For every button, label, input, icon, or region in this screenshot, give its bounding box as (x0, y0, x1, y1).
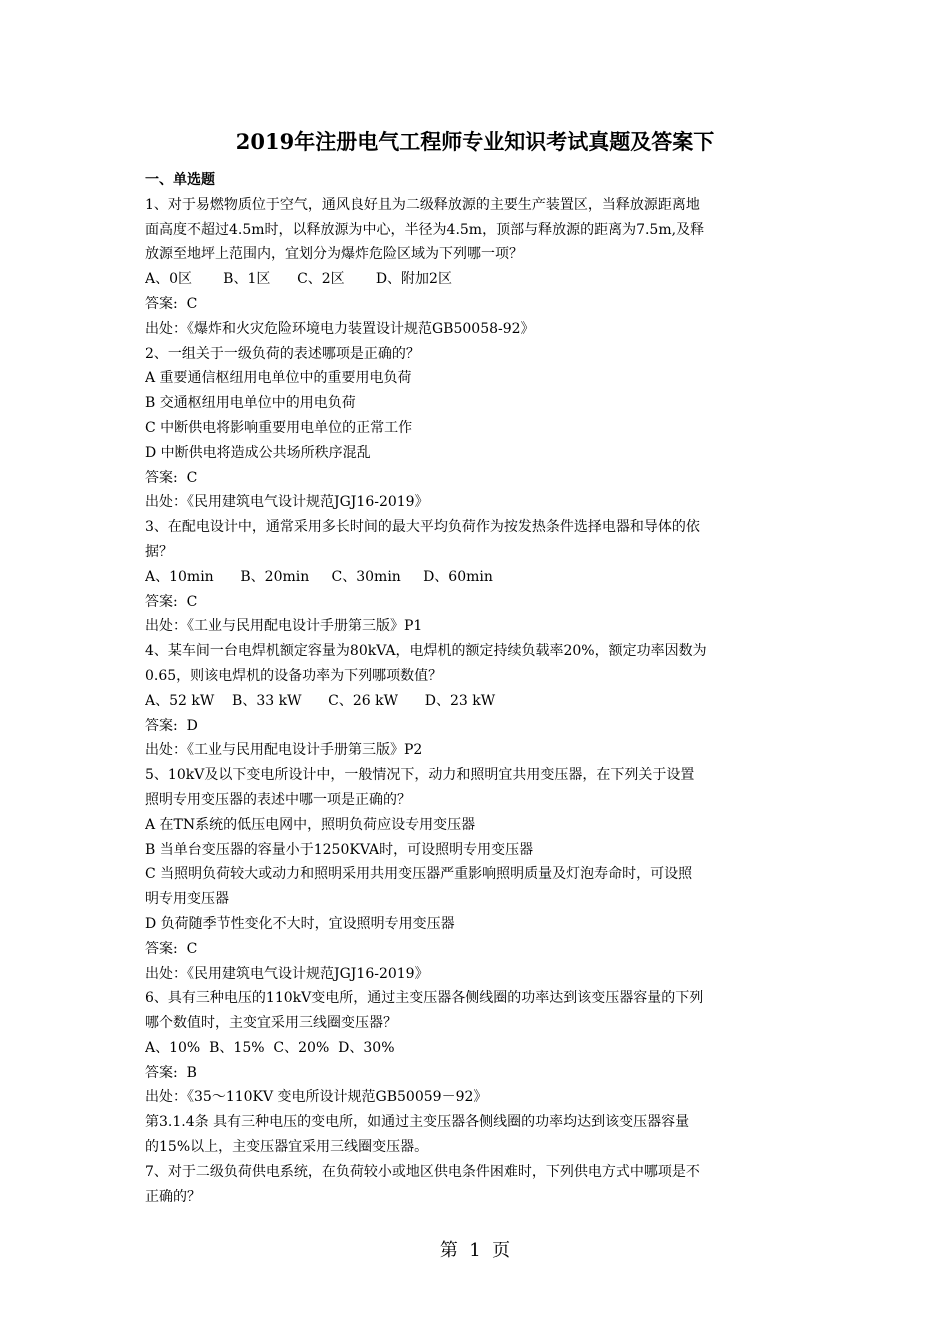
text-line: C 中断供电将影响重要用电单位的正常工作 (145, 419, 413, 436)
text-line: 7、对于二级负荷供电系统，在负荷较小或地区供电条件困难时，下列供电方式中哪项是不 (145, 1163, 700, 1180)
text-line: 明专用变压器 (145, 891, 229, 908)
text-line: C 当照明负荷较大或动力和照明采用共用变压器严重影响照明质量及灯泡寿命时，可设照 (145, 866, 693, 883)
text-line: A、10min B、20min C、30min D、60min (145, 568, 493, 585)
text-line: 答案: C (145, 940, 198, 957)
text-line: A 重要通信枢纽用电单位中的重要用电负荷 (145, 370, 412, 387)
text-line: 第3.1.4条 具有三种电压的变电所，如通过主变压器各侧线圈的功率均达到该变压器容量 (145, 1114, 690, 1131)
text-line: 答案: C (145, 295, 198, 312)
text-line: 照明专用变压器的表述中哪一项是正确的？ (145, 791, 411, 808)
page-number: 第 1 页 (439, 1240, 511, 1261)
text-line: A、52 kW B、33 kW C、26 kW D、23 kW (145, 692, 496, 709)
text-line: 哪个数值时，主变宜采用三线圈变压器？ (145, 1015, 397, 1032)
text-line: 面高度不超过4.5m时，以释放源为中心，半径为4.5m，顶部与释放源的距离为7.5m,及释 (145, 221, 705, 238)
text-line: 正确的？ (145, 1188, 201, 1205)
text-line: 出处：《民用建筑电气设计规范JGJ16-2019》 (145, 494, 429, 511)
text-line: 1、对于易燃物质位于空气，通风良好且为二级释放源的主要生产装置区，当释放源距离地 (145, 196, 700, 213)
text-line: A、10% B、15% C、20% D、30% (145, 1039, 395, 1056)
text-line: B 当单台变压器的容量小于1250KVA时，可设照明专用变压器 (145, 841, 534, 858)
text-line: B 交通枢纽用电单位中的用电负荷 (145, 395, 356, 412)
document-body (145, 168, 810, 1209)
text-line: 出处：《工业与民用配电设计手册第三版》P1 (145, 618, 423, 635)
text-line: 6、具有三种电压的110kV变电所，通过主变压器各侧线圈的功率达到该变压器容量的下列 (145, 990, 704, 1007)
section-heading: 一、单选题 (145, 172, 215, 188)
text-line: 答案: C (145, 469, 198, 486)
text-line: 出处：《爆炸和火灾危险环境电力装置设计规范GB50058-92》 (145, 320, 535, 337)
text-line: 的15%以上，主变压器宜采用三线圈变压器。 (145, 1139, 429, 1156)
text-line: 答案: B (145, 1064, 197, 1081)
text-line: 放源至地坪上范围内，宜划分为爆炸危险区域为下列哪一项？ (145, 246, 523, 263)
text-line: 答案: C (145, 593, 198, 610)
text-line: D 负荷随季节性变化不大时，宜设照明专用变压器 (145, 915, 455, 932)
text-line: 4、某车间一台电焊机额定容量为80kVA，电焊机的额定持续负载率20%，额定功率因数为 (145, 643, 707, 660)
text-line: A 在TN系统的低压电网中，照明负荷应设专用变压器 (145, 816, 476, 833)
text-line: 出处：《35～110KV 变电所设计规范GB50059－92》 (145, 1089, 488, 1106)
text-line: 答案: D (145, 717, 198, 734)
text-line: 5、10kV及以下变电所设计中，一般情况下，动力和照明宜共用变压器，在下列关于设置 (145, 767, 695, 784)
text-line: A、0区 B、1区 C、2区 D、附加2区 (145, 271, 452, 288)
text-line: 据？ (145, 543, 173, 560)
document-title: 2019年注册电气工程师专业知识考试真题及答案下 (235, 129, 715, 154)
text-line: 3、在配电设计中，通常采用多长时间的最大平均负荷作为按发热条件选择电器和导体的依 (145, 519, 700, 536)
text-line: 2、一组关于一级负荷的表述哪项是正确的？ (145, 345, 420, 362)
text-line: D 中断供电将造成公共场所秩序混乱 (145, 444, 371, 461)
text-line: 出处：《民用建筑电气设计规范JGJ16-2019》 (145, 965, 429, 982)
text-line: 出处：《工业与民用配电设计手册第三版》P2 (145, 742, 423, 759)
text-line: 0.65，则该电焊机的设备功率为下列哪项数值？ (145, 667, 443, 684)
